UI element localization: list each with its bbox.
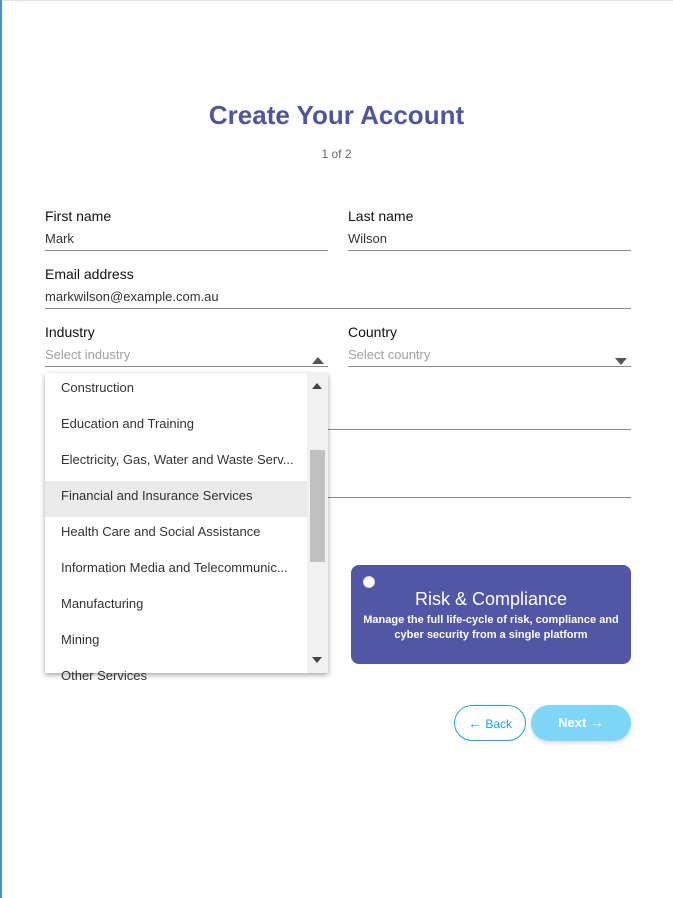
next-button-label: Next (558, 715, 587, 730)
country-select[interactable]: Select country (348, 346, 631, 367)
industry-dropdown (45, 373, 328, 683)
email-input[interactable]: markwilson@example.com.au (45, 288, 631, 309)
last-name-input[interactable]: Wilson (348, 230, 631, 251)
industry-option[interactable]: Mining (61, 632, 100, 647)
next-button[interactable] (531, 705, 631, 741)
email-field (45, 265, 631, 309)
industry-field (45, 323, 328, 367)
card-title: Risk & Compliance (414, 589, 568, 609)
arrow-left-icon: ← (467, 715, 482, 731)
caret-down-icon[interactable] (615, 358, 627, 365)
industry-option[interactable]: Health Care and Social Assistance (61, 524, 261, 539)
scroll-up-icon[interactable] (312, 383, 322, 389)
last-name-field (348, 207, 631, 251)
first-name-label: First name (45, 208, 112, 224)
dropdown-scrollbar[interactable] (307, 373, 328, 673)
page-title: Create Your Account (208, 100, 465, 130)
industry-option[interactable]: Other Services (61, 668, 147, 683)
industry-option[interactable]: Financial and Insurance Services (45, 481, 307, 517)
scroll-down-icon[interactable] (312, 657, 322, 663)
left-accent-bar (0, 0, 2, 898)
industry-option[interactable]: Construction (61, 380, 134, 395)
email-label: Email address (45, 266, 134, 282)
industry-option[interactable]: Education and Training (61, 416, 194, 431)
industry-option[interactable]: Information Media and Telecommunic... (61, 560, 288, 575)
caret-up-icon[interactable] (312, 357, 324, 364)
back-button[interactable] (454, 705, 526, 741)
industry-label: Industry (45, 324, 95, 340)
industry-select[interactable]: Select industry (45, 346, 328, 367)
first-name-field (45, 207, 328, 251)
country-label: Country (348, 324, 398, 340)
industry-option[interactable]: Electricity, Gas, Water and Waste Serv... (61, 452, 294, 467)
top-border (0, 0, 673, 1)
last-name-label: Last name (348, 208, 414, 224)
first-name-input[interactable]: Mark (45, 230, 328, 251)
risk-compliance-card[interactable] (351, 565, 631, 664)
industry-option[interactable]: Manufacturing (61, 596, 144, 611)
industry-option-list (45, 373, 307, 697)
card-radio-button[interactable] (363, 576, 375, 588)
country-field (348, 323, 631, 367)
back-button-label: Back (485, 717, 513, 731)
card-description: Manage the full life-cycle of risk, compliance and cyber security from a single platform (363, 614, 619, 641)
arrow-right-icon: → (589, 714, 604, 730)
scroll-thumb[interactable] (310, 450, 325, 562)
step-indicator: 1 of 2 (321, 147, 352, 161)
